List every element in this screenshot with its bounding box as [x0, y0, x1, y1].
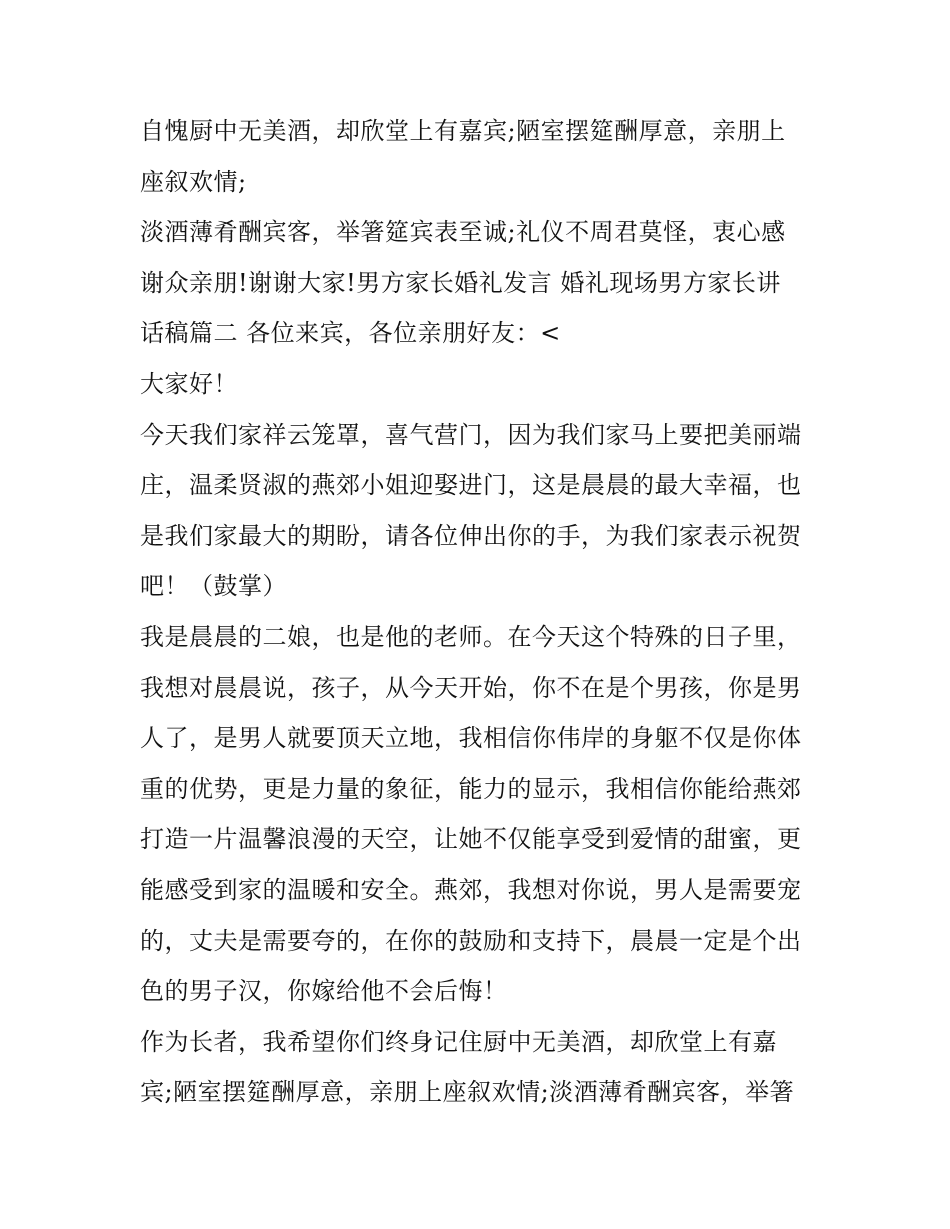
text-line: 话稿篇二 各位来宾，各位亲朋好友：<	[140, 319, 561, 348]
text-line: 作为长者，我希望你们终身记住厨中无美酒，却欣堂上有嘉	[140, 1027, 777, 1056]
text-line: 我想对晨晨说，孩子，从今天开始，你不在是个男孩，你是男	[140, 673, 802, 702]
document-body	[140, 106, 820, 1118]
text-line: 我是晨晨的二娘，也是他的老师。在今天这个特殊的日子里，	[140, 622, 802, 651]
text-line: 今天我们家祥云笼罩，喜气营门，因为我们家马上要把美丽端	[140, 420, 802, 449]
text-line: 吧！（鼓掌）	[140, 572, 287, 601]
text-line: 人了，是男人就要顶天立地，我相信你伟岸的身躯不仅是你体	[140, 724, 802, 753]
text-line: 能感受到家的温暖和安全。燕郊，我想对你说，男人是需要宠	[140, 875, 802, 904]
text-line: 淡酒薄肴酬宾客，举箸筵宾表至诚;礼仪不周君莫怪，衷心感	[140, 218, 786, 247]
text-line: 是我们家最大的期盼，请各位伸出你的手，为我们家表示祝贺	[140, 521, 802, 550]
text-line: 谢众亲朋!谢谢大家!男方家长婚礼发言 婚礼现场男方家长讲	[140, 268, 781, 297]
text-line: 大家好！	[140, 369, 238, 398]
text-line: 重的优势，更是力量的象征，能力的显示，我相信你能给燕郊	[140, 774, 802, 803]
text-line: 自愧厨中无美酒，却欣堂上有嘉宾;陋室摆筵酬厚意，亲朋上	[140, 117, 786, 145]
text-line: 座叙欢情;	[140, 167, 247, 196]
text-line: 宾;陋室摆筵酬厚意，亲朋上座叙欢情;淡酒薄肴酬宾客，举箸	[140, 1078, 795, 1107]
text-line: 庄，温柔贤淑的燕郊小姐迎娶进门，这是晨晨的最大幸福，也	[140, 471, 802, 500]
text-line: 打造一片温馨浪漫的天空，让她不仅能享受到爱情的甜蜜，更	[140, 825, 802, 854]
text-line: 色的男子汉，你嫁给他不会后悔！	[140, 977, 508, 1006]
text-line: 的，丈夫是需要夸的，在你的鼓励和支持下，晨晨一定是个出	[140, 926, 802, 955]
